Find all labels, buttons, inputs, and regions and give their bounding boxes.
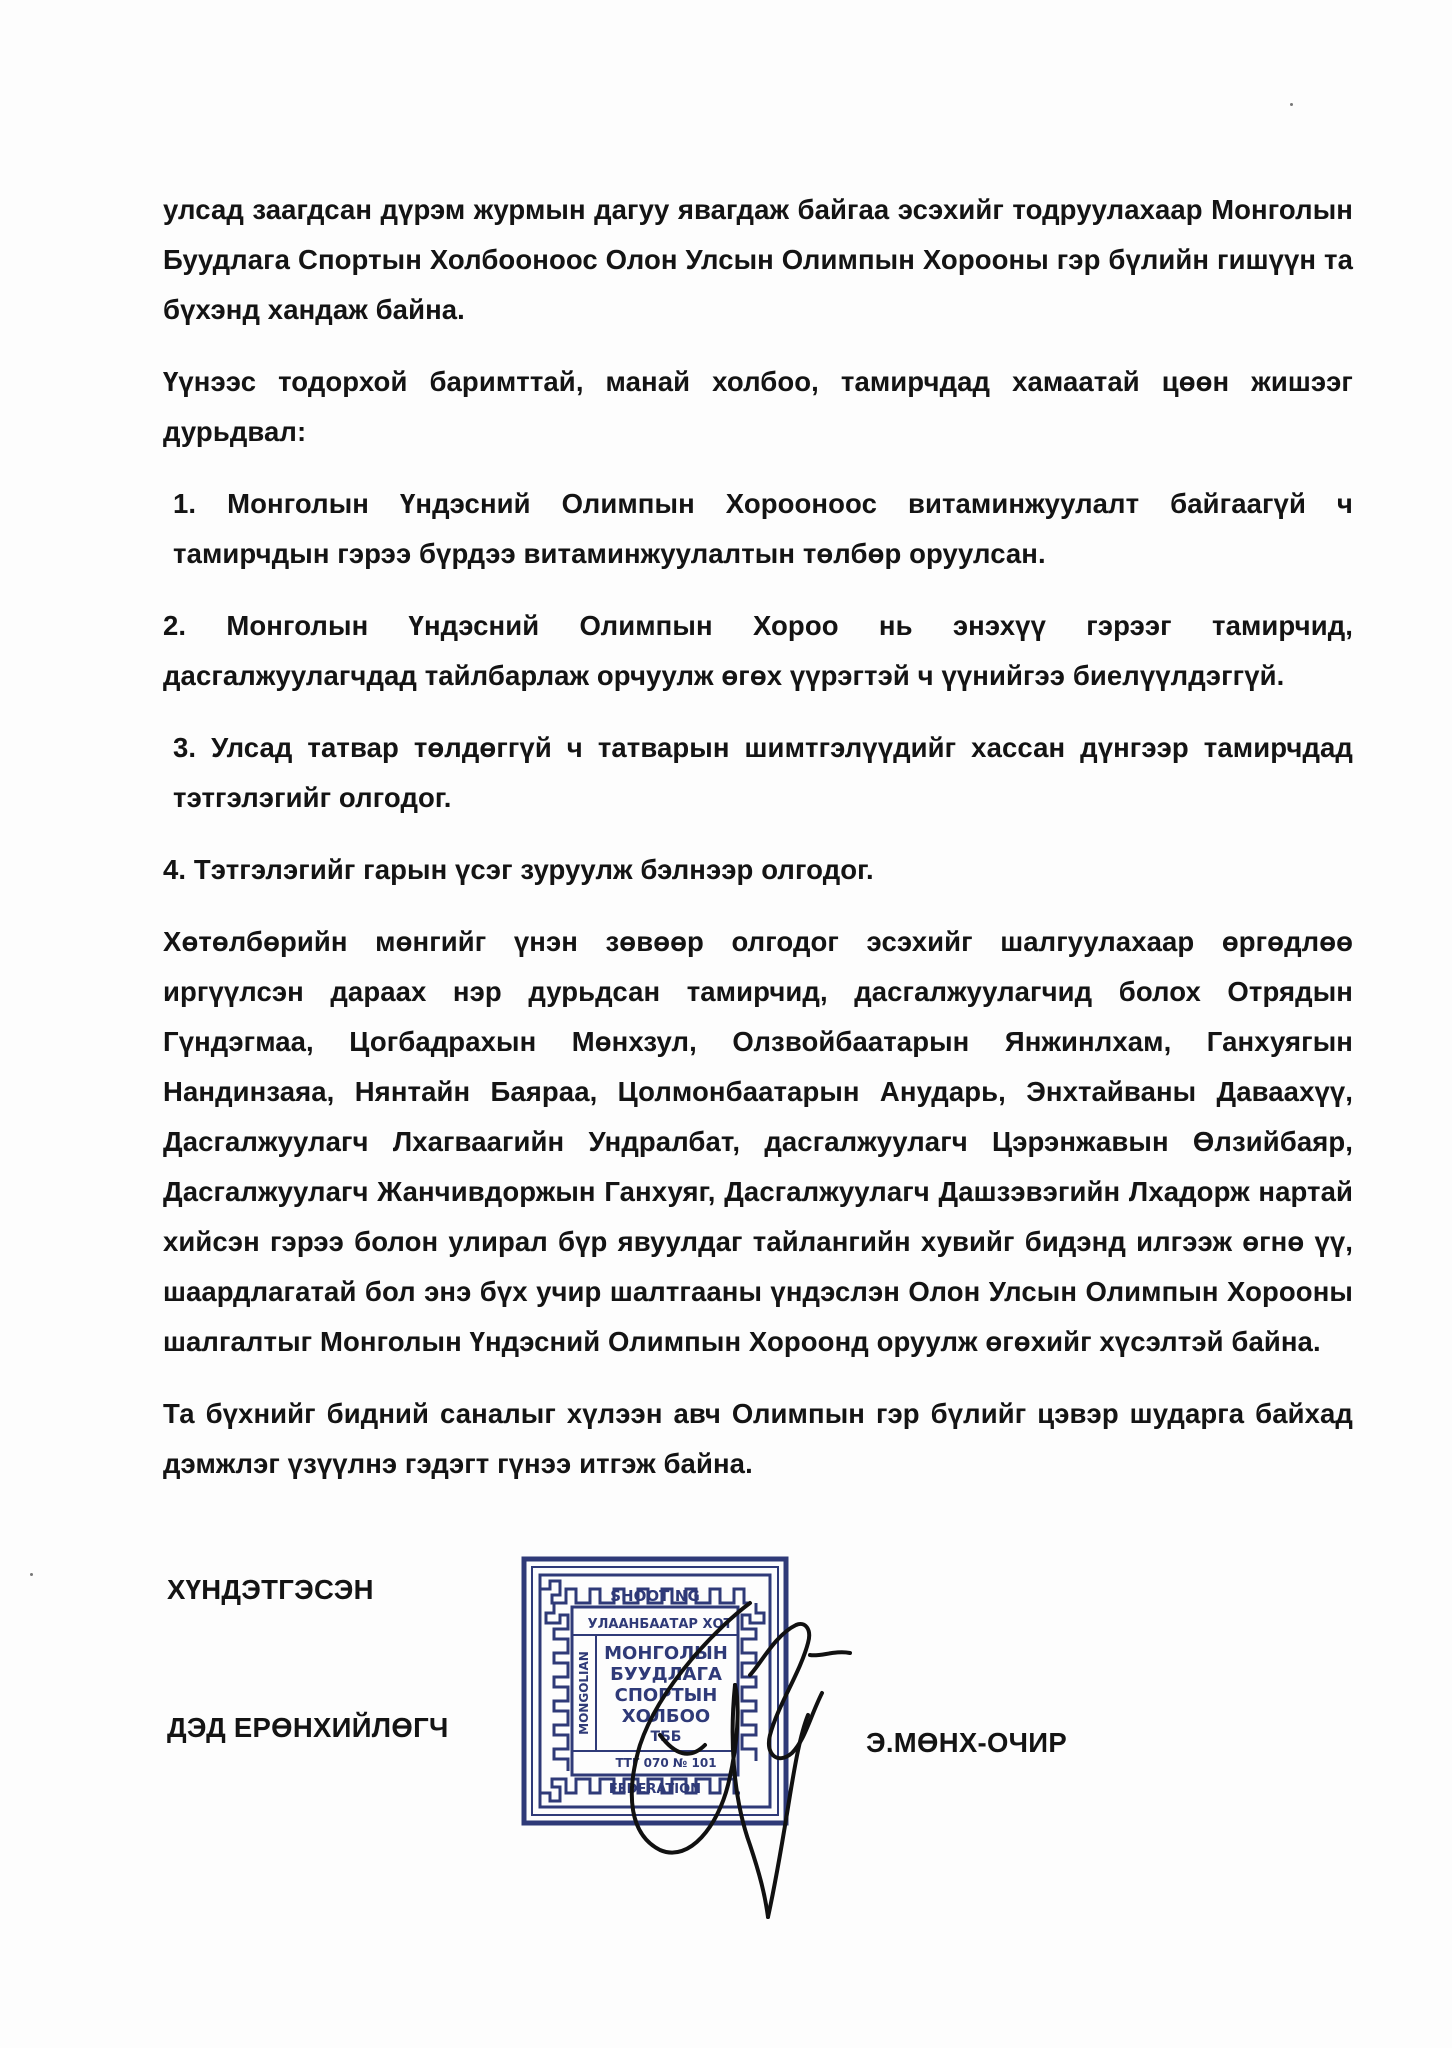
list-item-4: 4. Тэтгэлэгийг гарын үсэг зуруулж бэлнээр олгодог.: [163, 854, 874, 885]
scan-speck: [1290, 103, 1293, 106]
list-item-3: 3. Улсад татвар төлдөггүй ч татварын шимтгэлүүдийг хассан дүнгээр тамирчдад тэтгэлэгийг олгодог.: [173, 732, 1353, 813]
svg-text:МОНГОЛЫН: МОНГОЛЫН: [604, 1643, 728, 1664]
svg-text:ТТГ 070 № 101: ТТГ 070 № 101: [615, 1756, 717, 1770]
signer-position: ДЭД ЕРӨНХИЙЛӨГЧ: [167, 1712, 449, 1743]
scan-speck: [30, 1573, 33, 1576]
handwritten-signature: [600, 1595, 860, 1925]
svg-text:ТББ: ТББ: [650, 1729, 682, 1745]
paragraph-examples-lead: Үүнээс тодорхой баримттай, манай холбоо, тамирчдад хамаатай цөөн жишээг дурьдвал:: [163, 366, 1353, 447]
svg-text:БУУДЛАГА: БУУДЛАГА: [610, 1664, 722, 1685]
list-item-1: 1. Монголын Үндэсний Олимпын Хорооноос витаминжуулалт байгаагүй ч тамирчдын гэрээ бүрдээ витаминжуулалтын төлбөр оруулсан.: [173, 488, 1353, 569]
paragraph-intro: улсад заагдсан дүрэм журмын дагуу явагдаж байгаа эсэхийг тодруулахаар Монголын Буудлага Спортын Холбооноос Олон Улсын Олимпын Хорооны гэр бүлийн гишүүн та бүхэнд хандаж байна.: [163, 194, 1353, 325]
letter-body: [163, 185, 1353, 1511]
svg-text:FEDERATION: FEDERATION: [608, 1782, 702, 1797]
svg-text:SHOOTING: SHOOTING: [610, 1587, 700, 1605]
signer-name: Э.МӨНХ-ОЧИР: [866, 1727, 1067, 1758]
svg-text:ХОЛБОО: ХОЛБОО: [621, 1706, 711, 1727]
signature-icon: [600, 1595, 860, 1925]
paragraph-closing: Та бүхнийг бидний саналыг хүлээн авч Олимпын гэр бүлийг цэвэр шударга байхад дэмжлэг үзүүлнэ гэдэгт гүнээ итгэж байна.: [163, 1398, 1353, 1479]
closing-regards: ХҮНДЭТГЭСЭН: [167, 1574, 374, 1605]
paragraph-request: Хөтөлбөрийн мөнгийг үнэн зөвөөр олгодог эсэхийг шалгуулахаар өргөдлөө иргүүлсэн дараах нэр дурьдсан тамирчид, дасгалжуулагчид болох Отрядын Гүндэгмаа, Цогбадрахын Мөнхзул, Олзвойбаатарын Янжинлхам, Ганхуягын Нандинзаяа, Нянтайн Баяраа, Цолмонбаатарын Анударь, Энхтайваны Даваахүү, Дасгалжуулагч Лхагваагийн Ундралбат, дасгалжуулагч Цэрэнжавын Өлзийбаяр, Дасгалжуулагч Жанчивдоржын Ганхуяг, Дасгалжуулагч Дашзэвэгийн Лхадорж нартай хийсэн гэрээ болон улирал бүр явуулдаг тайлангийн хувийг бидэнд илгээж өгнө үү, шаардлагатай бол энэ бүх учир шалтгааны үндэслэн Олон Улсын Олимпын Хорооны шалгалтыг Монголын Үндэсний Олимпын Хороонд оруулж өгөхийг хүсэлтэй байна.: [163, 926, 1353, 1357]
svg-text:MONGOLIAN: MONGOLIAN: [577, 1651, 591, 1735]
list-item-2: 2. Монголын Үндэсний Олимпын Хороо нь энэхүү гэрээг тамирчид, дасгалжуулагчдад тайлбарлаж орчуулж өгөх үүрэгтэй ч үүнийгээ биелүүлдэггүй.: [163, 610, 1353, 691]
svg-text:УЛААНБААТАР ХОТ: УЛААНБААТАР ХОТ: [587, 1617, 733, 1632]
svg-text:СПОРТЫН: СПОРТЫН: [614, 1685, 718, 1706]
